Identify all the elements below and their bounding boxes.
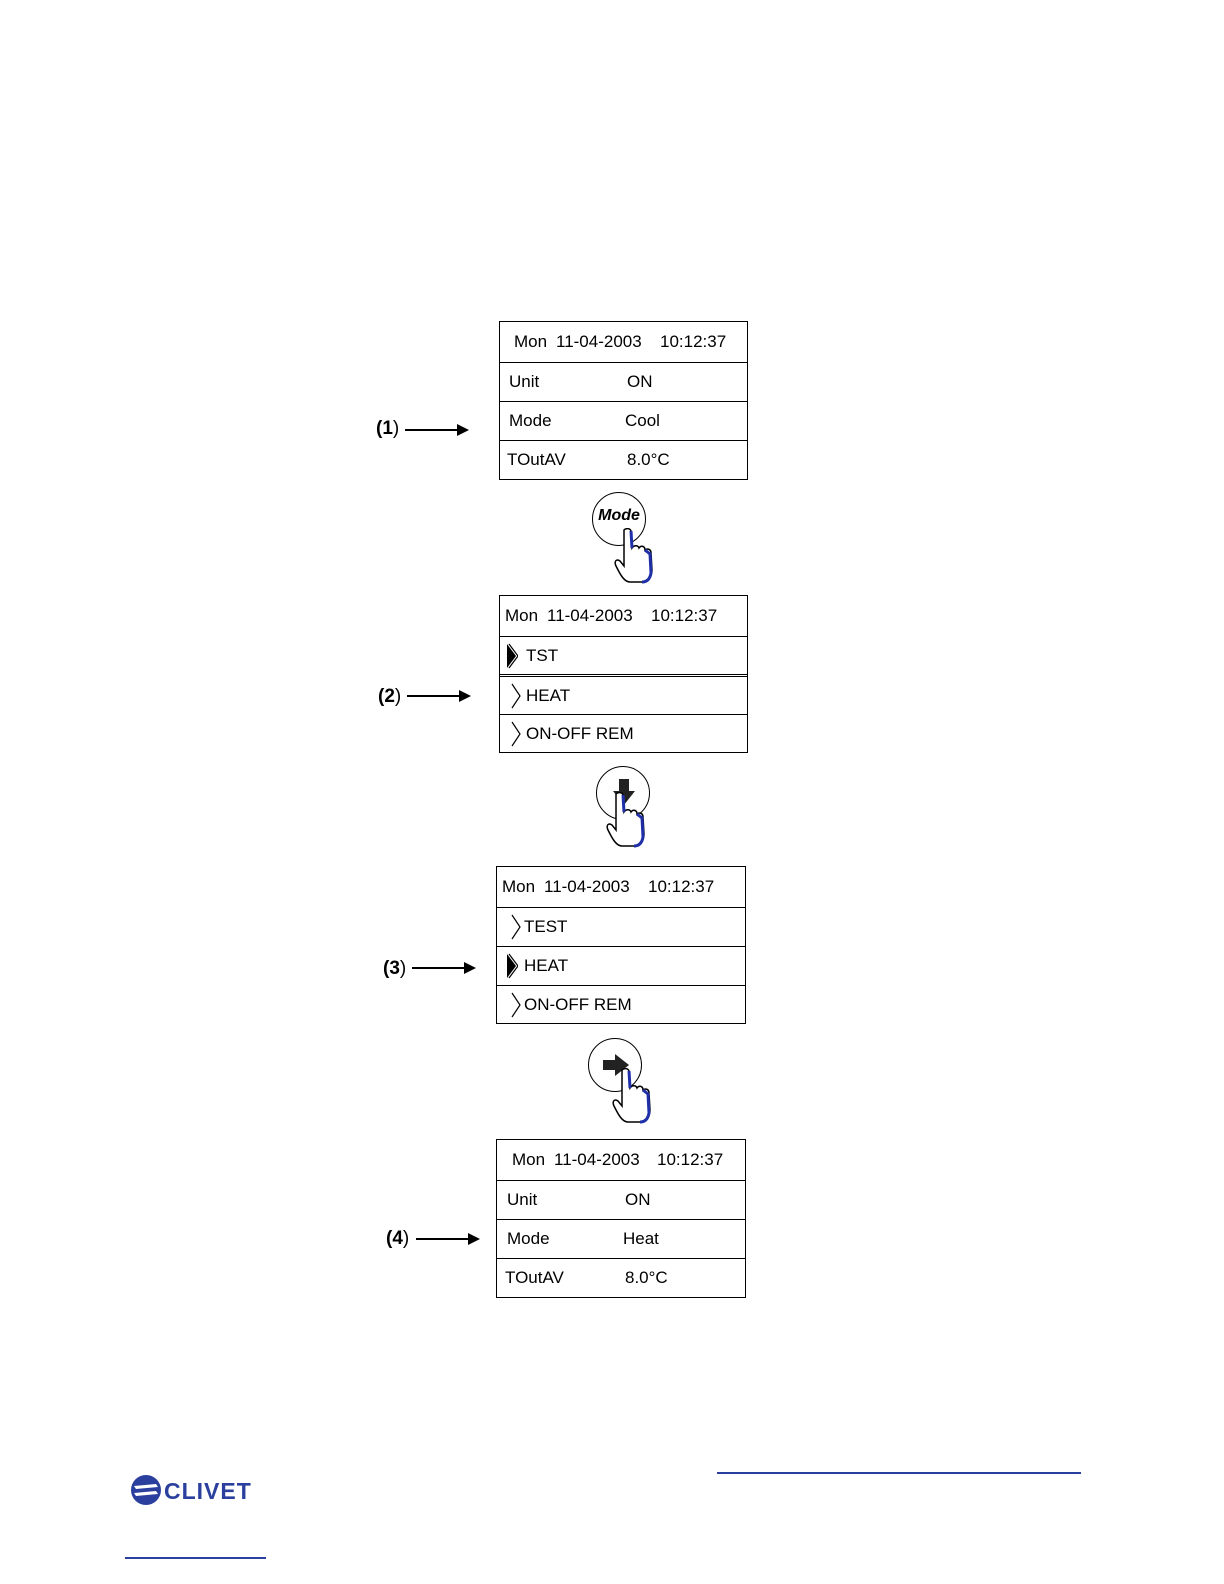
mode-row	[497, 1219, 745, 1258]
display-screen-2	[499, 595, 748, 753]
unit-row	[497, 1180, 745, 1219]
row-label: Mode	[507, 1229, 550, 1248]
datetime-row	[500, 596, 747, 636]
row-value: Heat	[623, 1229, 659, 1248]
step-label-3: (3)	[383, 958, 407, 979]
chevron-right-icon	[510, 914, 522, 940]
mode-button-label: Mode	[598, 507, 640, 524]
pointer-arrow	[416, 1238, 478, 1240]
clivet-logo	[130, 1474, 254, 1506]
menu-item-label: TST	[526, 645, 559, 665]
time-text: 10:12:37	[660, 332, 727, 351]
pointing-hand-icon	[610, 1068, 654, 1124]
menu-item-selected[interactable]	[500, 636, 747, 674]
unit-row	[500, 362, 747, 401]
row-label: TOutAV	[507, 450, 566, 469]
chevron-right-icon	[510, 683, 522, 709]
clivet-logo-emblem	[131, 1475, 161, 1505]
menu-item[interactable]	[497, 985, 745, 1024]
date-text: 11-04-2003	[554, 1150, 640, 1169]
datetime-row	[497, 867, 745, 907]
date-text: 11-04-2003	[547, 606, 633, 625]
toutav-row	[497, 1258, 745, 1297]
row-label: Unit	[507, 1190, 538, 1209]
row-label: Unit	[509, 372, 540, 391]
date-text: 11-04-2003	[556, 332, 642, 351]
date-text: 11-04-2003	[544, 877, 630, 896]
row-value: 8.0°C	[625, 1268, 668, 1287]
selected-chevron-icon	[506, 953, 518, 979]
toutav-row	[500, 440, 747, 479]
day-text: Mon	[514, 332, 548, 351]
footer-rule-right	[717, 1472, 1081, 1474]
menu-item-label: ON-OFF REM	[524, 995, 632, 1014]
display-screen-3	[496, 866, 746, 1024]
display-screen-1	[499, 321, 748, 480]
display-screen-4	[496, 1139, 746, 1298]
row-value: 8.0°C	[627, 450, 670, 469]
menu-item-label: TEST	[524, 917, 568, 936]
step-label-2: (2)	[378, 686, 402, 707]
chevron-right-icon	[510, 992, 522, 1018]
pointer-arrow	[407, 695, 469, 697]
time-text: 10:12:37	[648, 877, 715, 896]
chevron-right-icon	[510, 721, 522, 747]
menu-item-selected[interactable]	[497, 946, 745, 985]
row-value: ON	[625, 1190, 651, 1209]
menu-item-label: ON-OFF REM	[526, 724, 634, 743]
pointing-hand-icon	[612, 528, 656, 584]
pointer-arrow	[405, 429, 467, 431]
step-label-1: (1)	[376, 418, 400, 439]
day-text: Mon	[512, 1150, 546, 1169]
menu-item[interactable]	[497, 907, 745, 946]
clivet-logo-text: CLIVET	[164, 1478, 252, 1504]
time-text: 10:12:37	[651, 606, 718, 625]
day-text: Mon	[502, 877, 536, 896]
pointing-hand-icon	[604, 792, 648, 848]
menu-item[interactable]	[500, 676, 747, 714]
day-text: Mon	[505, 606, 539, 625]
row-value: ON	[627, 372, 653, 391]
time-text: 10:12:37	[657, 1150, 724, 1169]
selected-chevron-icon	[506, 643, 518, 669]
menu-item[interactable]	[500, 714, 747, 753]
menu-item-label: HEAT	[526, 685, 571, 705]
footer-rule-left	[125, 1557, 266, 1559]
step-label-4: (4)	[386, 1228, 410, 1249]
pointer-arrow	[412, 967, 474, 969]
row-label: Mode	[509, 411, 552, 430]
row-label: TOutAV	[505, 1268, 564, 1287]
datetime-row	[500, 322, 747, 362]
row-value: Cool	[625, 411, 660, 430]
datetime-row	[497, 1140, 745, 1180]
menu-item-label: HEAT	[524, 956, 569, 975]
mode-row	[500, 401, 747, 440]
